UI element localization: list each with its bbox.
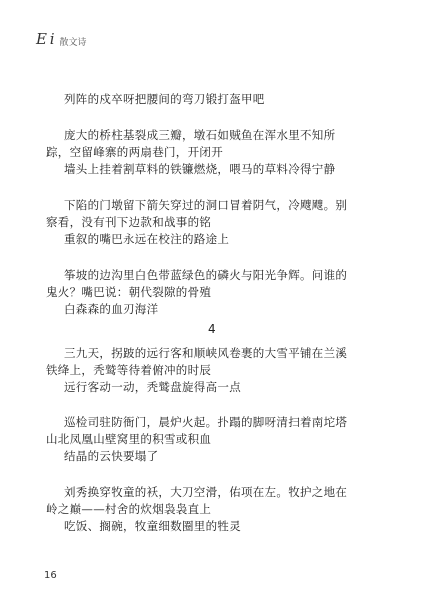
text-line: 岭之巅——村舍的炊烟袅袅直上: [46, 502, 212, 516]
text-line: 庞大的桥柱基裂成三瓣，墩石如贼鱼在浑水里不知所: [64, 128, 336, 142]
page-number: 16: [44, 570, 57, 581]
text-line: 下陷的门墩留下箭矢穿过的洞口冒着阴气，冷飕飕。别: [64, 198, 348, 212]
text-line: 结晶的云快要塌了: [64, 449, 159, 463]
section-number: 4: [208, 322, 216, 336]
text-line: 刘秀换穿牧童的袄，大刀空滑，佑项在左。牧护之地在: [64, 485, 348, 499]
text-line: 列阵的戍卒呀把腰间的弯刀锻打盔甲吧: [64, 92, 265, 106]
text-line: 三九天，拐跛的远行客和顺峡风卷裹的大雪平铺在兰溪: [64, 346, 348, 360]
text-line: 踪，空留峰寨的两扇巷门，开闭开: [46, 145, 223, 159]
text-line: 白森森的血刃海洋: [64, 302, 159, 316]
text-line: 重叙的嘴巴永远在校注的路途上: [64, 232, 230, 246]
text-line: 吃饭、搁碗，牧童细数圈里的牲灵: [64, 519, 241, 533]
text-line: 鬼火？嘴巴说：朝代裂隙的骨殖: [46, 285, 212, 299]
text-line: 铁绛上，秃鹫等待着俯冲的时辰: [46, 363, 212, 377]
book-logo-icon: E i: [36, 30, 54, 48]
text-line: 山北凤凰山壁窝里的积雪或积血: [46, 432, 212, 446]
text-line: 筝坡的边沟里白色带蓝绿色的磷火与阳光争辉。问谁的: [64, 268, 348, 282]
running-header-title: 散文诗: [59, 37, 87, 48]
page-header: [36, 30, 87, 48]
text-line: 墙头上挂着割草料的铁镰燃烧，喂马的草料冷得宁静: [64, 162, 336, 176]
text-line: 远行客动一动，秃鹫盘旋得高一点: [64, 380, 241, 394]
text-line: 巡检司驻防衙门，晨炉火起。扑蹋的脚呀清扫着南坨塔: [64, 415, 348, 429]
text-line: 察看，没有刊下边款和战事的铭: [46, 215, 212, 229]
